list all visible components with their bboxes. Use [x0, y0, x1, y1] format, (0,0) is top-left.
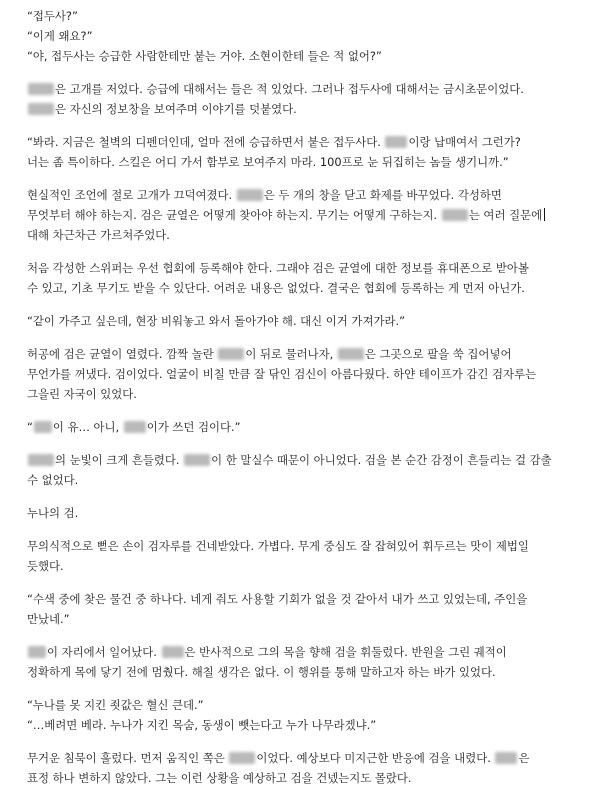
redacted-name — [237, 189, 263, 201]
text-line — [27, 384, 582, 404]
redacted-name — [28, 454, 54, 466]
redacted-name — [184, 454, 210, 466]
text-segment: 이랑 납매여서 그런가? — [408, 135, 521, 149]
redacted-name — [28, 103, 54, 115]
text-segment: 너는 좀 특이하다. 스킬은 어디 가서 함부로 보여주지 마라. 100프로 눈 뒤집히는 놈들 생기니까.” — [27, 155, 509, 169]
text-line — [27, 642, 582, 662]
text-line — [27, 278, 582, 298]
text-line — [27, 609, 582, 629]
text-segment: 이가 쓰던 검이다.” — [146, 420, 241, 434]
text-line — [27, 450, 582, 470]
text-line — [27, 225, 582, 245]
text-line — [27, 79, 582, 99]
redacted-name — [28, 83, 54, 95]
paragraph — [27, 311, 582, 331]
redacted-name — [162, 646, 184, 658]
text-segment: 이 유… 아니, — [52, 420, 123, 434]
text-segment: “접두사?” — [27, 9, 78, 23]
text-segment: 은 고개를 저었다. 승급에 대해서는 들은 적 있었다. 그러나 접두사에 대해서는 금시초문이었다. — [55, 82, 524, 96]
paragraph — [27, 185, 582, 245]
text-segment: 은 반사적으로 그의 목을 향해 검을 휘둘렀다. 반원을 그린 궤적이 — [184, 645, 507, 659]
text-segment: 만났네.” — [27, 612, 70, 626]
text-line — [27, 536, 582, 556]
text-line — [27, 344, 582, 364]
text-line — [27, 589, 582, 609]
paragraph — [27, 79, 582, 119]
text-segment: 현실적인 조언에 절로 고개가 끄덕여졌다. — [27, 188, 236, 202]
paragraph — [27, 132, 582, 172]
text-line — [27, 470, 582, 490]
text-segment: 이었다. 예상보다 미지근한 반응에 검을 내렸다. — [256, 751, 495, 765]
text-segment: 의 눈빛이 크게 흔들렸다. — [55, 453, 184, 467]
text-line — [27, 768, 582, 788]
text-segment: 무거운 침묵이 흘렀다. 먼저 움직인 쪽은 — [27, 751, 229, 765]
paragraph — [27, 536, 582, 576]
text-segment: “이게 왜요?” — [27, 29, 93, 43]
paragraph — [27, 344, 582, 404]
text-line — [27, 46, 582, 66]
redacted-name — [28, 646, 46, 658]
text-segment: 은 그곳으로 팔을 쑥 집어넣어 — [364, 347, 512, 361]
text-segment: 듯했다. — [27, 559, 64, 573]
text-segment: 는 여러 질문에 — [468, 208, 543, 222]
paragraph — [27, 695, 582, 735]
text-line — [27, 715, 582, 735]
text-segment: 이 뒤로 물러나자, — [245, 347, 337, 361]
redacted-name — [495, 752, 517, 764]
text-segment: 이 한 말실수 때문이 아니었다. 검을 본 순간 감정이 흔들리는 걸 감출 — [211, 453, 552, 467]
text-segment: “수색 중에 찾은 물건 중 하나다. 네게 줘도 사용할 기회가 없을 것 같아서 내가 쓰고 있었는데, 주인을 — [27, 592, 528, 606]
text-segment: 무의식적으로 뻗은 손이 검자루를 건네받았다. 가볍다. 무게 중심도 잘 잡혀있어 휘두르는 맛이 제법일 — [27, 539, 529, 553]
redacted-name — [218, 348, 244, 360]
text-segment: 그을린 자국이 있었다. — [27, 387, 137, 401]
text-segment: 누나의 검. — [27, 506, 79, 520]
paragraph — [27, 450, 582, 490]
text-segment: 은 — [518, 751, 530, 765]
text-line — [27, 556, 582, 576]
text-line — [27, 26, 582, 46]
text-line — [27, 311, 582, 331]
text-line — [27, 417, 582, 437]
text-cursor — [544, 208, 545, 221]
redacted-name — [124, 421, 146, 433]
redacted-name — [34, 421, 52, 433]
paragraph — [27, 258, 582, 298]
text-segment: “ — [27, 420, 33, 434]
text-line — [27, 748, 582, 768]
text-segment: “누나를 못 지킨 죗값은 혈신 큰데.” — [27, 698, 204, 712]
text-segment: 이 자리에서 일어났다. — [47, 645, 161, 659]
paragraph — [27, 6, 582, 66]
text-segment: 무엇부터 해야 하는지. 검은 균열은 어떻게 찾아야 하는지. 무기는 어떻게 구하는지. — [27, 208, 441, 222]
text-segment: 대해 차근차근 가르쳐주었다. — [27, 228, 170, 242]
text-line — [27, 662, 582, 682]
text-segment: 수 있고, 기초 무기도 받을 수 있단다. 어려운 내용은 없었다. 결국은 협회에 등록하는 게 먼저 아닌가. — [27, 281, 525, 295]
paragraph — [27, 503, 582, 523]
redacted-name — [385, 136, 407, 148]
text-segment: “봐라. 지금은 철벽의 디펜더인데, 얼마 전에 승급하면서 붙은 접두사다. — [27, 135, 385, 149]
text-segment: 은 자신의 정보창을 보여주며 이야기를 덧붙였다. — [55, 102, 297, 116]
text-line — [27, 503, 582, 523]
text-segment: “야, 접두사는 승급한 사람한테만 붙는 거야. 소현이한테 들은 적 없어?” — [27, 49, 382, 63]
redacted-name — [338, 348, 364, 360]
text-segment: 표정 하나 변하지 않았다. 그는 이런 상황을 예상하고 검을 건넸는지도 몰랐다. — [27, 771, 412, 785]
redacted-name — [229, 752, 255, 764]
text-line — [27, 6, 582, 26]
text-line — [27, 99, 582, 119]
paragraph — [27, 748, 582, 788]
text-line — [27, 695, 582, 715]
text-line — [27, 205, 582, 225]
text-line — [27, 185, 582, 205]
text-segment: 무언가를 꺼냈다. 검이었다. 얼굴이 비칠 만큼 잘 닦인 검신이 아름다웠다. 하얀 테이프가 감긴 검자루는 — [27, 367, 537, 381]
text-segment: 수 없었다. — [27, 473, 79, 487]
text-line — [27, 152, 582, 172]
text-segment: 정확하게 목에 닿기 전에 멈췄다. 해칠 생각은 없다. 이 행위를 통해 말하고자 하는 바가 있었다. — [27, 665, 496, 679]
paragraph — [27, 642, 582, 682]
paragraph — [27, 417, 582, 437]
redacted-name — [442, 209, 468, 221]
text-segment: 은 두 개의 창을 닫고 화제를 바꾸었다. 각성하면 — [263, 188, 502, 202]
paragraph — [27, 589, 582, 629]
text-segment: 허공에 검은 균열이 열렸다. 깜짝 놀란 — [27, 347, 218, 361]
text-segment: 처음 각성한 스위퍼는 우선 협회에 등록해야 한다. 그래야 검은 균열에 대한 정보를 휴대폰으로 받아볼 — [27, 261, 529, 275]
text-line — [27, 258, 582, 278]
text-segment: “같이 가주고 싶은데, 현장 비워놓고 와서 돌아가야 해. 대신 이거 가져가라.” — [27, 314, 405, 328]
text-line — [27, 364, 582, 384]
text-line — [27, 132, 582, 152]
text-segment: “…베려면 베라. 누나가 지킨 목숨, 동생이 뺏는다고 누가 나무라겠냐.” — [27, 718, 377, 732]
